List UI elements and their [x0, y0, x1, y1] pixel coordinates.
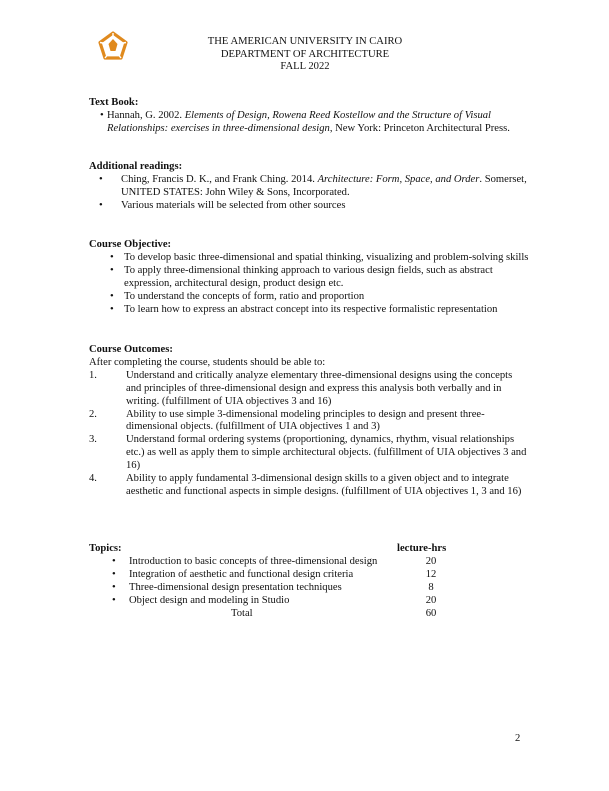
bullet-icon: •	[112, 556, 116, 567]
university-name: THE AMERICAN UNIVERSITY IN CAIRO	[207, 36, 403, 47]
list-item	[89, 200, 529, 213]
list-item	[89, 252, 529, 265]
textbook-publisher: , New York: Princeton Architectural Press.	[329, 122, 510, 134]
textbook-reference	[89, 110, 529, 136]
page-number: 2	[515, 733, 521, 744]
topic-name: Three-dimensional design presentation techniques	[129, 582, 342, 593]
list-item	[89, 174, 529, 200]
topic-hours: 20	[425, 595, 437, 606]
additional-readings-title: Additional readings:	[89, 161, 183, 172]
topic-hours: 8	[428, 582, 434, 593]
total-label: Total	[231, 608, 253, 619]
bullet-icon: •	[100, 109, 104, 121]
bullet-icon: •	[110, 251, 114, 263]
additional-readings-list	[89, 174, 529, 213]
reading-title-italic: Architecture: Form, Space, and Order	[317, 173, 480, 185]
table-row	[89, 595, 469, 608]
list-item	[89, 304, 529, 317]
course-objective-title: Course Objective:	[89, 239, 172, 250]
total-hours: 60	[425, 608, 437, 619]
item-number: 3.	[89, 434, 97, 446]
outcome-text: Ability to use simple 3-dimensional modeling principles to design and present three-dimensional objects. (fulfillment of UIA objectives 1 and 3)	[126, 408, 485, 433]
topics-title: Topics:	[89, 543, 122, 554]
course-outcomes-title: Course Outcomes:	[89, 344, 173, 355]
topics-table	[89, 543, 469, 621]
objective-text: To apply three-dimensional thinking approach to various design fields, such as abstract expression, architectural design, product design etc.	[124, 264, 493, 289]
topic-hours: 20	[425, 556, 437, 567]
topic-name: Integration of aesthetic and functional design criteria	[129, 569, 354, 580]
bullet-icon: •	[112, 582, 116, 593]
reading-text: Various materials will be selected from other sources	[121, 199, 346, 211]
table-row	[89, 556, 469, 569]
bullet-icon: •	[110, 303, 114, 315]
total-row	[89, 608, 469, 621]
bullet-icon: •	[112, 595, 116, 606]
textbook-section	[89, 97, 529, 136]
list-item	[89, 370, 529, 409]
topic-hours: 12	[425, 569, 437, 580]
list-item	[89, 473, 529, 499]
bullet-icon: •	[110, 290, 114, 302]
outcomes-intro: After completing the course, students should be able to:	[89, 356, 326, 368]
outcome-text: Ability to apply fundamental 3-dimensional design skills to a given object and to integrate aesthetic and functional aspects in simple designs. (fulfillment of UIA objectives 1, 3 and 16)	[126, 473, 522, 497]
bullet-icon: •	[112, 569, 116, 580]
outcome-text: Understand and critically analyze elementary three-dimensional designs using the concepts and principles of three-dimensional design and express this analysis both verbally and in writing. (fulfillment of UIA objectives 3 and 16)	[126, 369, 513, 407]
topics-header-row	[89, 543, 469, 556]
course-objective-section	[89, 239, 529, 316]
textbook-author: Hannah, G. 2002.	[107, 109, 185, 121]
semester: FALL 2022	[280, 61, 330, 73]
objective-text: To learn how to express an abstract concept into its respective formalistic representation	[124, 303, 498, 315]
list-item	[89, 434, 529, 473]
objective-text: To understand the concepts of form, ratio and proportion	[124, 290, 365, 302]
list-item	[89, 291, 529, 304]
bullet-icon: •	[99, 199, 103, 211]
item-number: 2.	[89, 408, 97, 420]
additional-readings-section	[89, 161, 529, 213]
textbook-title: Text Book:	[89, 97, 139, 108]
item-number: 1.	[89, 369, 97, 381]
list-item	[89, 265, 529, 291]
topic-name: Introduction to basic concepts of three-dimensional design	[129, 556, 378, 567]
reading-publisher: . Somerset, UNITED STATES: John Wiley & Sons, Incorporated.	[121, 173, 527, 198]
university-logo-icon	[96, 30, 130, 64]
item-number: 4.	[89, 473, 97, 485]
topic-name: Object design and modeling in Studio	[129, 595, 290, 606]
outcomes-list	[89, 370, 529, 499]
bullet-icon: •	[110, 264, 114, 276]
objective-list	[89, 252, 529, 317]
table-row	[89, 569, 469, 582]
document-header	[150, 36, 460, 74]
objective-text: To develop basic three-dimensional and spatial thinking, visualizing and problem-solving skills	[124, 251, 529, 263]
textbook-title-italic: Elements of Design, Rowena Reed Kostellow and the Structure of Visual Relationships: exercises in three-dimensional design	[107, 109, 491, 134]
reading-author: Ching, Francis D. K., and Frank Ching. 2014.	[121, 173, 318, 185]
department-name: DEPARTMENT OF ARCHITECTURE	[220, 48, 390, 60]
course-outcomes-section	[89, 344, 529, 499]
table-row	[89, 582, 469, 595]
lecture-hours-header: lecture-hrs	[397, 543, 447, 554]
outcome-text: Understand formal ordering systems (proportioning, dynamics, rhythm, visual relationships etc.) as well as apply them to simple architectural objects. (fulfillment of UIA objectives 3 and 16)	[126, 434, 527, 472]
list-item	[89, 409, 529, 435]
bullet-icon: •	[99, 173, 103, 185]
